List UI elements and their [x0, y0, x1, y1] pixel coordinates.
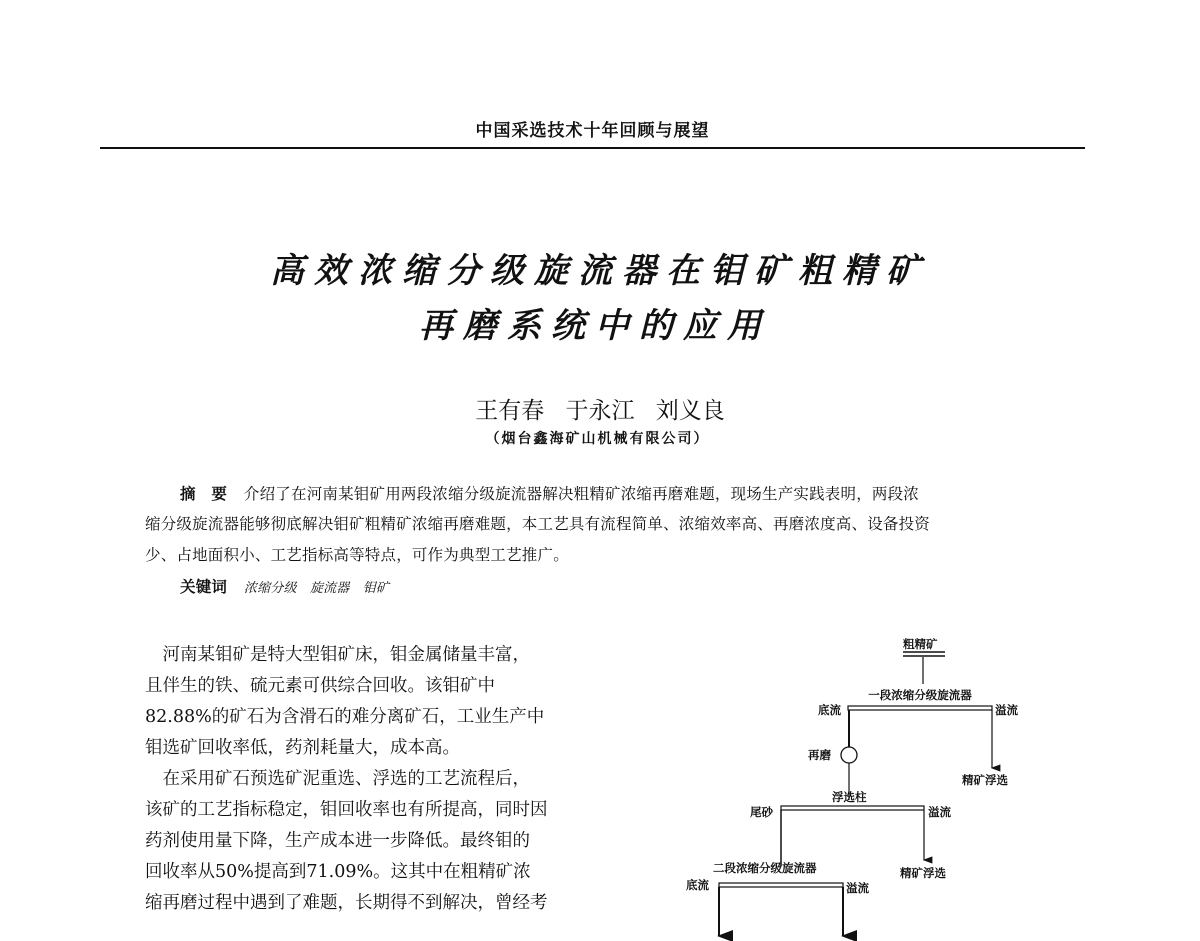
- keywords-label: 关键词: [180, 577, 228, 596]
- column-overflow-label: 溢流: [928, 805, 951, 819]
- stage2-overflow-label: 溢流: [846, 881, 869, 895]
- stage1-underflow-label: 底流: [818, 703, 841, 717]
- feed-label: 粗精矿: [903, 637, 938, 651]
- paper-title-line-2: 再磨系统中的应用: [419, 306, 771, 346]
- stage2-label: 二段浓缩分级旋流器: [713, 861, 817, 875]
- authors: 王有春 于永江 刘义良: [475, 398, 725, 424]
- concentrate-flotation-label-1: 精矿浮选: [962, 773, 1008, 787]
- running-head: 中国采选技术十年回顾与展望: [475, 121, 710, 141]
- concentrate-flotation-label-2: 精矿浮选: [900, 866, 946, 880]
- abstract-text: 介绍了在河南某钼矿用两段浓缩分级旋流器解决粗精矿浓缩再磨难题，现场生产实践表明，两段浓: [243, 485, 920, 503]
- stage2-cyclone-bar: [719, 883, 843, 887]
- column-tailings-label: 尾砂: [750, 805, 773, 819]
- body-line: 药剂使用量下降，生产成本进一步降低。最终钼的: [145, 831, 530, 851]
- stage1-label: 一段浓缩分级旋流器: [868, 688, 972, 702]
- keywords-value: 浓缩分级 旋流器 钼矿: [243, 581, 390, 596]
- stage1-cyclone-bar: [848, 706, 992, 710]
- body-line: 缩再磨过程中遇到了难题，长期得不到解决，曾经考: [145, 893, 548, 913]
- abstract-line-3: 少、占地面积小、工艺指标高等特点，可作为典型工艺推广。: [145, 546, 569, 564]
- abstract-label: 摘 要: [180, 484, 228, 503]
- regrind-mill-icon: [841, 747, 857, 763]
- regrind-label: 再磨: [808, 748, 831, 762]
- body-line: 82.88%的矿石为含滑石的难分离矿石，工业生产中: [145, 707, 545, 727]
- body-line: 在采用矿石预选矿泥重选、浮选的工艺流程后，: [145, 769, 530, 789]
- flotation-column-bar: [781, 806, 924, 810]
- body-line: 河南某钼矿是特大型钼矿床，钼金属储量丰富，: [145, 645, 530, 665]
- body-line: 且伴生的铁、硫元素可供综合回收。该钼矿中: [145, 676, 495, 696]
- abstract-line-2: 缩分级旋流器能够彻底解决钼矿粗精矿浓缩再磨难题，本工艺具有流程简单、浓缩效率高、再磨浓度高、设备投资: [145, 515, 931, 533]
- stage2-underflow-label: 底流: [686, 878, 709, 892]
- flotation-column-label: 浮选柱: [832, 790, 867, 804]
- paper-title-line-1: 高效浓缩分级旋流器在钼矿粗精矿: [270, 251, 930, 291]
- stage1-overflow-label: 溢流: [995, 703, 1018, 717]
- affiliation: （烟台鑫海矿山机械有限公司）: [485, 431, 710, 447]
- body-line: 该矿的工艺指标稳定，钼回收率也有所提高，同时因: [145, 800, 548, 820]
- body-line: 回收率从50%提高到71.09%。这其中在粗精矿浓: [145, 862, 531, 882]
- body-line: 钼选矿回收率低，药剂耗量大，成本高。: [145, 738, 460, 758]
